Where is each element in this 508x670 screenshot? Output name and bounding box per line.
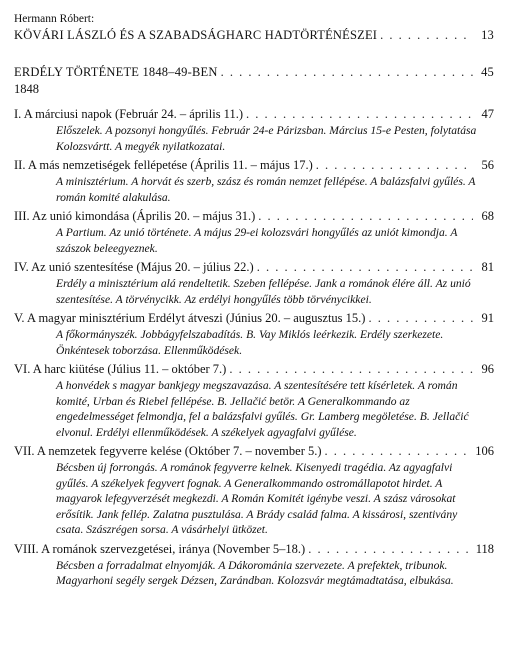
chapter-title: I. A márciusi napok (Február 24. – április 11.) <box>14 107 244 121</box>
chapter-title: II. A más nemzetiségek fellépetése (Április 11. – május 17.) <box>14 158 313 172</box>
chapter-item <box>14 361 494 440</box>
chapter-page: 68 <box>481 209 494 223</box>
toc-entry-erdely <box>14 64 494 81</box>
chapter-page: 91 <box>481 311 494 325</box>
toc-entry-page: 13 <box>481 28 494 42</box>
dot-leader <box>221 64 473 81</box>
chapter-page: 56 <box>481 158 494 172</box>
chapter-list <box>14 106 494 589</box>
chapter-page: 106 <box>475 444 494 458</box>
chapter-description: A Partium. Az unió története. A május 29-ei kolozsvári hongyűlés az uniót kimondja. A szászok beleegyeznek. <box>56 226 458 255</box>
chapter-description: A főkormányszék. Jobbágyfelszabadítás. B. Vay Miklós leérkezik. Erdély szerkezete. Önkéntesek toborzása. Ellenműködések. <box>56 328 444 357</box>
dot-leader <box>380 27 473 44</box>
chapter-item <box>14 310 494 358</box>
chapter-title: VII. A nemzetek fegyverre kelése (Október 7. – november 5.) <box>14 444 322 458</box>
chapter-description: Bécsben a forradalmat elnyomják. A Dákorománia szervezete. A prefektek, tribunok. Magyarhoni segély sergek Dézsen, Zarándban. Kolozsvár megtámadtatása, elbukása. <box>56 558 454 587</box>
chapter-description: Erdély a minisztérium alá rendeltetik. Szeben fellépése. Jank a románok élére áll. Az unió szentesítése. A törvénycikk. Az erdélyi hongyűlés több törvénycikkei. <box>56 277 471 306</box>
chapter-description: Előszelek. A pozsonyi hongyűlés. Február 24-e Párizsban. Március 15-e Pesten, folytatása Kolozsvártt. A megyék nyilatkozatai. <box>56 124 477 153</box>
chapter-title: VIII. A románok szervezgetései, iránya (November 5–18.) <box>14 541 306 556</box>
dot-leader <box>308 541 472 558</box>
author-name: Hermann Róbert: <box>14 13 95 25</box>
dot-leader <box>246 106 473 123</box>
toc-entry-title: ERDÉLY TÖRTÉNETE 1848–49-BEN <box>14 65 218 79</box>
chapter-item <box>14 259 494 307</box>
toc-entry-kovari <box>14 27 494 44</box>
toc-entry-page: 45 <box>481 65 494 79</box>
chapter-item <box>14 541 494 589</box>
dot-leader <box>229 361 473 378</box>
chapter-item <box>14 157 494 205</box>
chapter-description: A minisztérium. A horvát és szerb, szász és román nemzet fellépése. A balázsfalvi gyűlés. A román komité alakulása. <box>56 175 476 204</box>
chapter-item <box>14 106 494 154</box>
chapter-title: VI. A harc kiütése (Július 11. – október 7.) <box>14 362 227 376</box>
dot-leader <box>316 157 473 174</box>
chapter-description: Bécsben új forrongás. A románok fegyverre kelnek. Kisenyedi tragédia. Az agyagfalvi gyűlés. A székelyek fegyvert fognak. A Generalkommando ostromállapotot hirdet. A magyarok lefegyverzését megkezdi. A Román Komitét igénybe veszi. A szász városokat erősítik. Jank fellép. Zalatna pusztulása. A Brády család falma. A kissárosi, szentivány csata. Szászrégen sorsa. A vásárhelyi ütközet. <box>56 461 458 536</box>
dot-leader <box>368 310 473 327</box>
chapter-description: A honvédek s magyar bankjegy megszavazása. A szentesítésére tett kísérletek. A román komité, Urban és Riebel fellépése. B. Jellačić betör. A Generalkommando az engedelmességet felmondja, fel a balázsfalvi gyűlés. Gr. Lamberg megöletése. B. Jellačić elvonul. Erdélyi ellenműködések. A székelyek agyagfalvi gyűlése. <box>56 379 469 439</box>
chapter-title: IV. Az unió szentesítése (Május 20. – július 22.) <box>14 260 254 274</box>
year-heading: 1848 <box>14 82 39 96</box>
dot-leader <box>258 208 473 225</box>
chapter-title: V. A magyar minisztérium Erdélyt átveszi (Június 20. – augusztus 15.) <box>14 311 366 325</box>
chapter-page: 47 <box>481 107 494 121</box>
chapter-item <box>14 208 494 256</box>
toc-entry-title: KÖVÁRI LÁSZLÓ ÉS A SZABADSÁGHARC HADTÖRTÉNÉSZEI <box>14 28 378 42</box>
chapter-page: 118 <box>475 541 494 556</box>
chapter-title: III. Az unió kimondása (Április 20. – május 31.) <box>14 209 256 223</box>
chapter-item <box>14 443 494 538</box>
dot-leader <box>257 259 473 276</box>
dot-leader <box>325 443 473 460</box>
chapter-page: 81 <box>481 260 494 274</box>
chapter-page: 96 <box>481 362 494 376</box>
